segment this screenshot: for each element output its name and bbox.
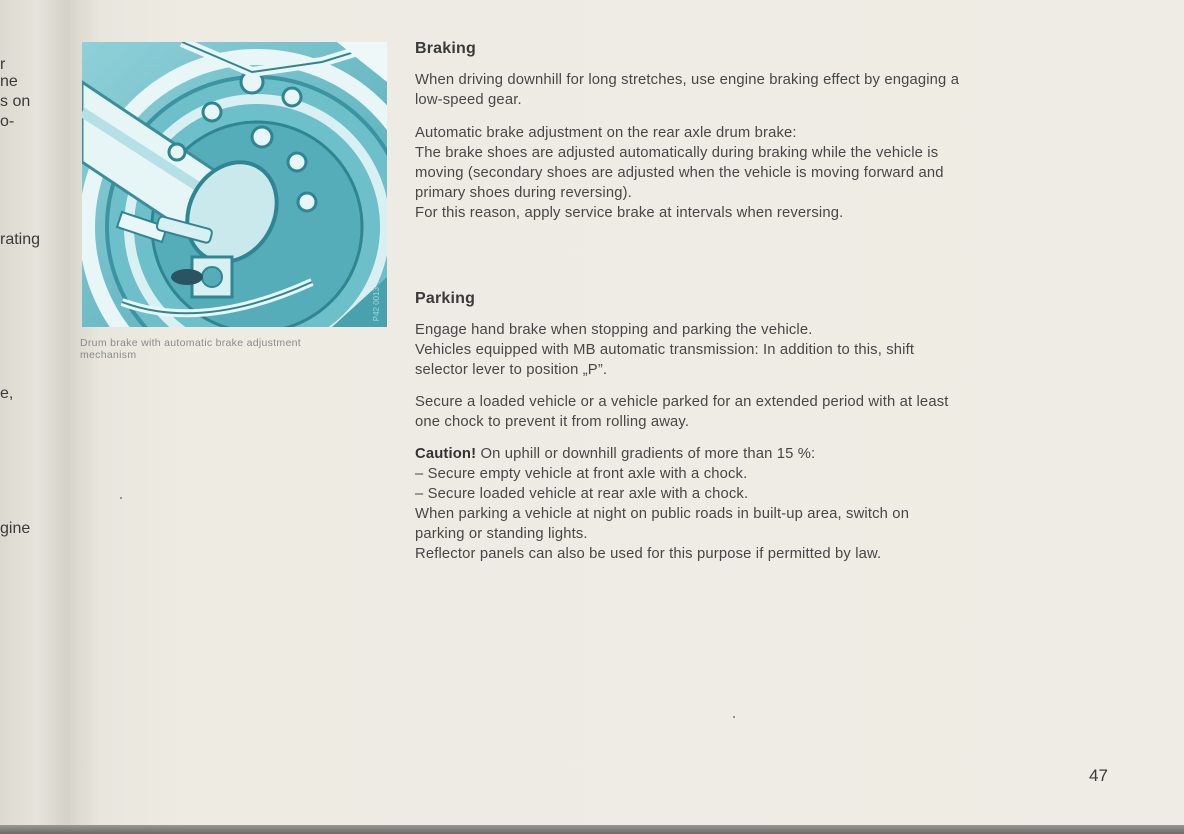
prev-fragment: rating xyxy=(0,231,41,248)
text-line: Engage hand brake when stopping and parking the vehicle. xyxy=(415,322,813,338)
braking-heading: Braking xyxy=(415,40,476,57)
paper-speck xyxy=(120,497,122,499)
text-line: Reflector panels can also be used for this purpose if permitted by law. xyxy=(415,546,882,562)
text-line: The brake shoes are adjusted automatically during braking while the vehicle is xyxy=(415,145,939,161)
braking-paragraph-2 xyxy=(415,123,944,223)
caption-line: mechanism xyxy=(80,349,137,361)
text-line: parking or standing lights. xyxy=(415,526,588,542)
text-line: When driving downhill for long stretches, use engine braking effect by engaging a xyxy=(415,72,960,88)
caution-text: On uphill or downhill gradients of more than 15 %: xyxy=(476,446,816,462)
text-line: low-speed gear. xyxy=(415,92,522,108)
text-line: For this reason, apply service brake at intervals when reversing. xyxy=(415,205,844,221)
caption-line: Drum brake with automatic brake adjustment xyxy=(80,337,301,349)
text-line: Secure a loaded vehicle or a vehicle parked for an extended period with at least xyxy=(415,394,949,410)
parking-caution-block xyxy=(415,444,909,564)
braking-paragraph-1 xyxy=(415,70,959,110)
bottom-edge xyxy=(0,825,1184,834)
text-line: – Secure loaded vehicle at rear axle with a chock. xyxy=(415,486,749,502)
parking-paragraph-1 xyxy=(415,320,914,380)
text-line: Automatic brake adjustment on the rear axle drum brake: xyxy=(415,125,797,141)
prev-fragment: r xyxy=(0,56,6,73)
parking-paragraph-2 xyxy=(415,392,949,432)
prev-fragment: s on xyxy=(0,93,31,110)
prev-fragment: o- xyxy=(0,113,15,130)
text-line: – Secure empty vehicle at front axle with a chock. xyxy=(415,466,748,482)
drum-brake-illustration xyxy=(82,42,387,327)
prev-fragment: e, xyxy=(0,385,14,402)
figure-code: P42 0013 xyxy=(372,286,381,321)
page-number: 47 xyxy=(1089,766,1108,785)
text-line: Vehicles equipped with MB automatic transmission: In addition to this, shift xyxy=(415,342,915,358)
caution-label: Caution! xyxy=(415,446,477,462)
text-line: selector lever to position „P”. xyxy=(415,362,608,378)
figure-caption xyxy=(80,337,380,361)
text-line: moving (secondary shoes are adjusted when the vehicle is moving forward and xyxy=(415,165,944,181)
paper-speck xyxy=(733,716,735,718)
caution-line xyxy=(415,444,909,464)
text-line: primary shoes during reversing). xyxy=(415,185,632,201)
prev-fragment: ne xyxy=(0,73,18,90)
text-line: When parking a vehicle at night on public roads in built-up area, switch on xyxy=(415,506,910,522)
previous-page-edge xyxy=(0,0,60,834)
parking-heading: Parking xyxy=(415,290,476,307)
text-line: one chock to prevent it from rolling away. xyxy=(415,414,690,430)
prev-fragment: gine xyxy=(0,520,31,537)
